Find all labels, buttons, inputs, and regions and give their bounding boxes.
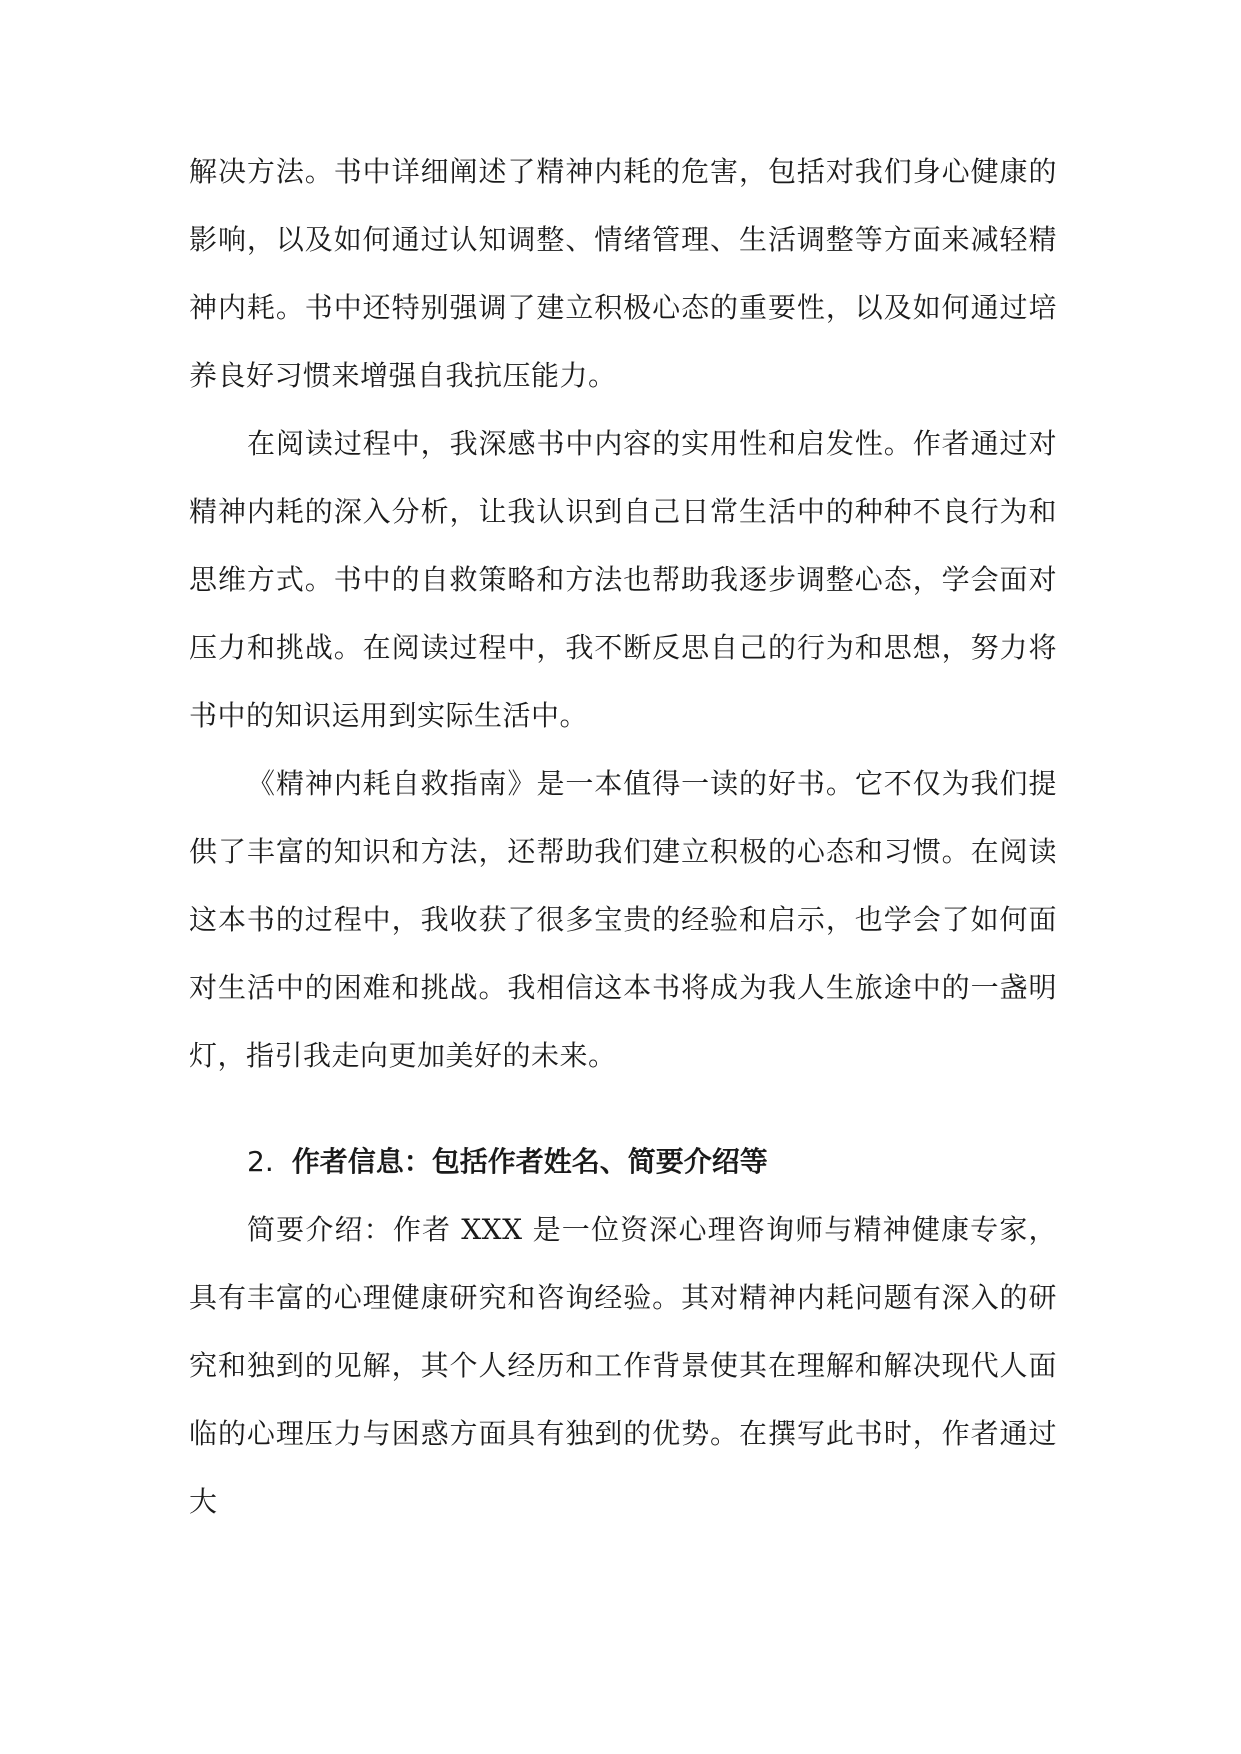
section-number: 2. xyxy=(247,1145,274,1178)
section-heading xyxy=(189,1128,1057,1196)
author-intro-paragraph: 简要介绍：作者 XXX 是一位资深心理咨询师与精神健康专家，具有丰富的心理健康研究和咨询经验。其对精神内耗问题有深入的研究和独到的见解，其个人经历和工作背景使其在理解和解决现代人面临的心理压力与困惑方面具有独到的优势。在撰写此书时，作者通过大 xyxy=(189,1213,1057,1518)
document-page xyxy=(189,138,1057,1536)
body-paragraph-2: 在阅读过程中，我深感书中内容的实用性和启发性。作者通过对精神内耗的深入分析，让我认识到自己日常生活中的种种不良行为和思维方式。书中的自救策略和方法也帮助我逐步调整心态，学会面对压力和挑战。在阅读过程中，我不断反思自己的行为和思想，努力将书中的知识运用到实际生活中。 xyxy=(189,427,1057,732)
body-paragraph-3: 《精神内耗自救指南》是一本值得一读的好书。它不仅为我们提供了丰富的知识和方法，还帮助我们建立积极的心态和习惯。在阅读这本书的过程中，我收获了很多宝贵的经验和启示，也学会了如何面对生活中的困难和挑战。我相信这本书将成为我人生旅途中的一盏明灯，指引我走向更加美好的未来。 xyxy=(189,767,1057,1072)
section-title: 作者信息：包括作者姓名、简要介绍等 xyxy=(291,1145,768,1178)
body-paragraph-1: 解决方法。书中详细阐述了精神内耗的危害，包括对我们身心健康的影响，以及如何通过认知调整、情绪管理、生活调整等方面来减轻精神内耗。书中还特别强调了建立积极心态的重要性，以及如何通过培养良好习惯来增强自我抗压能力。 xyxy=(189,155,1057,392)
